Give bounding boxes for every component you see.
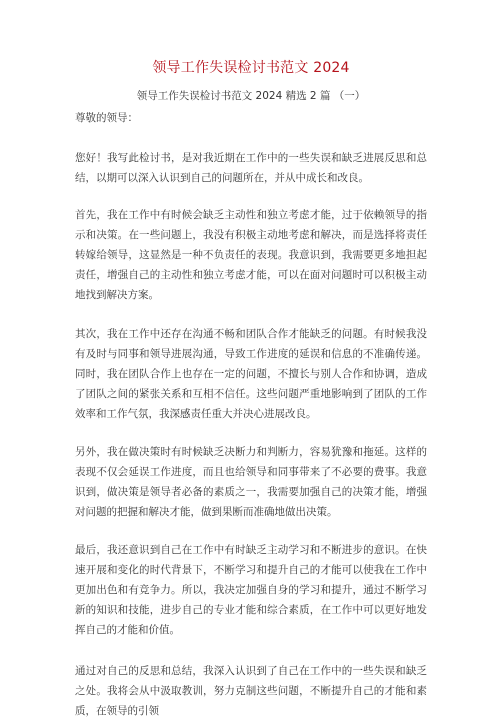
paragraph-third-point: 另外，我在做决策时有时候缺乏决断力和判断力，容易犹豫和拖延。这样的表现不仅会延误工作进度，而且也给领导和同事带来了不必要的费事。我意识到，做决策是领导者必备的素质之一，我需要加强自己的决策才能，增强对问题的把握和解决才能，做到果断而准确地做出决策。 [75, 446, 427, 518]
paragraph-conclusion: 通过对自己的反思和总结，我深入认识到了自己在工作中的一些失误和缺乏之处。我将会从中汲取教训，努力克制这些问题，不断提升自己的才能和素质，在领导的引领 [75, 665, 427, 717]
document-title: 领导工作失误检讨书范文 2024 [152, 60, 350, 76]
paragraph-greeting: 您好！我写此检讨书，是对我近期在工作中的一些失误和缺乏进展反思和总结，以期可以深入认识到自己的问题所在，并从中成长和改良。 [75, 152, 427, 184]
document-subtitle: 领导工作失误检讨书范文 2024 精选 2 篇 （一） [136, 90, 366, 102]
salutation: 尊敬的领导： [75, 112, 138, 124]
paragraph-second-point: 其次，我在工作中还存在沟通不畅和团队合作才能缺乏的问题。有时候我没有及时与同事和领导进展沟通，导致工作进度的延误和信息的不准确传递。同时，我在团队合作上也存在一定的问题，不擅长与别人合作和协调，造成了团队之间的紧张关系和互相不信任。这些问题严重地影响到了团队的工作效率和工作气氛，我深感责任重大并决心进展改良。 [75, 328, 427, 420]
paragraph-first-point: 首先，我在工作中有时候会缺乏主动性和独立考虑才能，过于依赖领导的指示和决策。在一些问题上，我没有积极主动地考虑和解决，而是选择将责任转嫁给领导，这显然是一种不负责任的表现。我意识到，我需要更多地担起责任，增强自己的主动性和独立考虑才能，可以在面对问题时可以积极主动地找到解决方案。 [75, 209, 427, 301]
paragraph-fourth-point: 最后，我还意识到自己在工作中有时缺乏主动学习和不断进步的意识。在快速开展和变化的时代背景下，不断学习和提升自己的才能可以使我在工作中更加出色和有竞争力。所以，我决定加强自身的学习和提升，通过不断学习新的知识和技能，进步自己的专业才能和综合素质，在工作中可以更好地发挥自己的才能和价值。 [75, 544, 427, 636]
